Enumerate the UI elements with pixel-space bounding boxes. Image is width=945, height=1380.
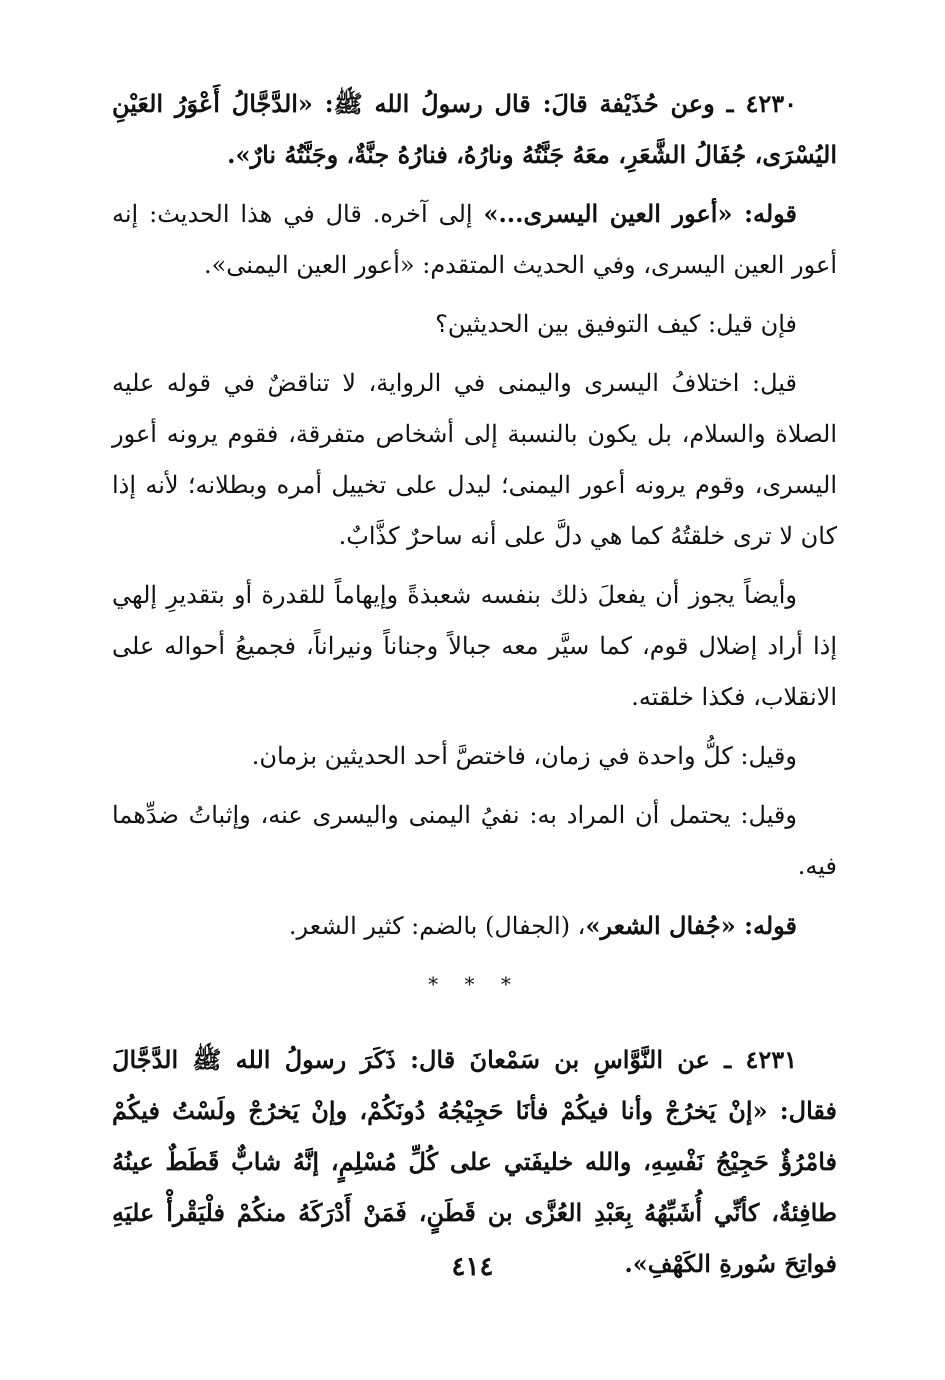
- hadith-4230-text: ٤٢٣٠ ـ وعن حُذَيْفة قالَ: قال رسولُ الله ﷺ: «الدَّجَّالُ أَعْوَرُ العَيْنِ اليُسْرَى، جُفَالُ الشَّعَرِ، معَهُ جَنَّتُهُ ونارُهُ، فنارُهُ جنَّةٌ، وجَنَّتُهُ نارٌ».: [112, 89, 837, 169]
- commentary-text: قيل: اختلافُ اليسرى واليمنى في الرواية، لا تناقضٌ في قوله عليه الصلاة والسلام، بل يكون بالنسبة إلى أشخاص متفرقة، فقوم يرونه أعور اليسرى، وقوم يرونه أعور اليمنى؛ ليدل على تخييل أمره وبطلانه؛ لأنه إذا كان لا ترى خلقتُهُ كما هي دلَّ على أنه ساحرٌ كذَّابٌ.: [112, 369, 837, 550]
- page-body: [112, 78, 837, 1297]
- commentary-quote-label: قوله: «جُفال الشعر»: [585, 911, 797, 940]
- commentary-text: وأيضاً يجوز أن يفعلَ ذلك بنفسه شعبذةً وإيهاماً للقدرة أو بتقديرِ إلهي إذا أراد إضلال قوم، كما سيَّر معه جبالاً وجناناً ونيراناً، فجميعُ أحواله على الانقلاب، فكذا خلقته.: [112, 581, 837, 711]
- hadith-4230: [112, 78, 837, 180]
- commentary-quote-label: قوله: «أعور العين اليسرى...»: [483, 199, 798, 228]
- commentary-text: ، (الجفال) بالضم: كثير الشعر.: [288, 912, 586, 940]
- commentary-paragraph-3: [112, 358, 837, 562]
- commentary-paragraph-1: [112, 188, 837, 291]
- commentary-paragraph-6: [112, 790, 837, 892]
- hadith-4231: [112, 1034, 837, 1289]
- hadith-4231-text: ٤٢٣١ ـ عن النَّوَّاسِ بن سَمْعانَ قال: ذَكَرَ رسولُ الله ﷺ الدَّجَّالَ فقال: «إنْ يَخرُجْ وأنا فيكُمْ فأنَا حَجِيْجُهُ دُونَكُمْ، وإنْ يَخرُجْ ولَسْتُ فيكُمْ فامْرُؤٌ حَجِيْجُ نَفْسِهِ، والله خليفَتي على كُلِّ مُسْلِمٍ، إنَّهُ شابٌّ قَطَطٌ عينُهُ طافِئةٌ، كأنِّي أُشَبِّهُهُ بِعَبْدِ العُزَّى بن قَطَنٍ، فَمَنْ أَدْرَكَهُ منكُمْ فلْيَقْرأْ عليَهِ فواتِحَ سُورةِ الكَهْفِ».: [112, 1045, 837, 1278]
- commentary-paragraph-5: [112, 731, 837, 782]
- commentary-text: إلى آخره. قال في هذا الحديث: إنه أعور العين اليسرى، وفي الحديث المتقدم: «أعور العين اليمنى».: [112, 200, 837, 279]
- commentary-text: فإن قيل: كيف التوفيق بين الحديثين؟: [435, 310, 797, 338]
- commentary-paragraph-2: [112, 299, 837, 350]
- commentary-paragraph-4: [112, 570, 837, 723]
- page-number: ٤١٤: [451, 1252, 494, 1282]
- commentary-text: وقيل: كلُّ واحدة في زمان، فاختصَّ أحد الحديثين بزمان.: [251, 742, 797, 770]
- commentary-paragraph-7: [112, 900, 837, 952]
- commentary-text: وقيل: يحتمل أن المراد به: نفيُ اليمنى واليسرى عنه، وإثباتُ ضدِّهما فيه.: [112, 801, 837, 880]
- section-separator: * * *: [428, 972, 521, 996]
